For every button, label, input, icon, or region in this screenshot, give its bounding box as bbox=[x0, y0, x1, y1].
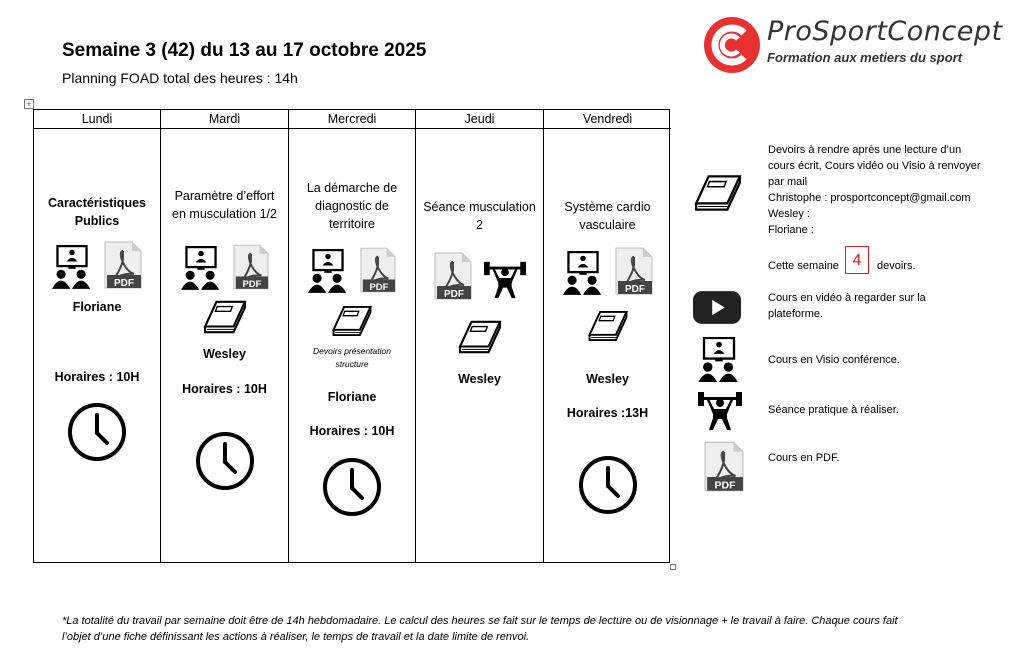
trainer-name: Wesley bbox=[458, 372, 501, 386]
day-header: Jeudi bbox=[416, 110, 543, 129]
hours-label: Horaires : 10H bbox=[309, 424, 395, 438]
course-title-line: Paramètre d’effort bbox=[174, 189, 275, 203]
course-title bbox=[416, 198, 543, 234]
youtube-icon bbox=[693, 291, 741, 324]
legend-homework-line: Christophe : prosportconcept@gmail.com bbox=[768, 192, 971, 204]
course-title-line: vasculaire bbox=[579, 218, 636, 232]
visio-icon bbox=[563, 251, 603, 295]
day-column-jeudi bbox=[416, 110, 544, 562]
table-resize-handle[interactable] bbox=[670, 564, 676, 570]
trainer-name: Wesley bbox=[586, 372, 629, 386]
day-column-vendredi bbox=[544, 110, 671, 562]
day-column-lundi bbox=[34, 110, 161, 562]
pdf-icon bbox=[104, 241, 142, 289]
icon-row bbox=[544, 247, 671, 295]
course-title bbox=[161, 187, 288, 223]
legend-pdf: Cours en PDF. bbox=[768, 452, 840, 464]
book-icon bbox=[692, 170, 744, 216]
pdf-icon bbox=[360, 247, 396, 293]
footnote-line: *La totalité du travail par semaine doit être de 14h hebdomadaire. Le calcul des heures se fait sur le temps de lecture ou de visionnage + le travail à faire. Chaque cours fait bbox=[62, 615, 898, 627]
pdf-icon bbox=[615, 247, 653, 295]
course-title-line: Caractéristiques bbox=[48, 196, 146, 210]
footnote bbox=[62, 613, 962, 645]
pdf-icon bbox=[434, 252, 472, 300]
logo-name: ProSportConcept bbox=[767, 16, 1003, 47]
homework-note-line: structure bbox=[335, 359, 369, 369]
legend-video-line: Cours en vidéo à regarder sur la bbox=[768, 292, 926, 304]
book-icon-wrap bbox=[161, 298, 288, 341]
course-title-line: diagnostic de bbox=[315, 199, 389, 213]
footnote-line: l’objet d’une fiche définissant les actions à réaliser, le temps de travail et la date limite de renvoi. bbox=[62, 631, 530, 643]
legend-homework-line: cours écrit, Cours vidéo ou Visio à renvoyer bbox=[768, 160, 981, 172]
course-title-line: 2 bbox=[476, 218, 483, 232]
homework-note bbox=[289, 345, 415, 371]
clock-icon bbox=[67, 402, 127, 462]
table-move-handle[interactable]: + bbox=[24, 99, 34, 109]
course-title-line: La démarche de bbox=[306, 181, 398, 195]
visio-icon bbox=[308, 249, 348, 293]
clock-icon-wrap bbox=[289, 457, 415, 522]
book-icon bbox=[456, 318, 504, 356]
course-title bbox=[289, 179, 415, 233]
weekly-schedule-table bbox=[33, 109, 670, 563]
week-homework-suffix: devoirs. bbox=[877, 260, 916, 272]
icon-row bbox=[34, 241, 160, 289]
pdf-icon bbox=[233, 244, 269, 290]
clock-icon-wrap bbox=[161, 431, 288, 496]
book-icon bbox=[330, 303, 374, 339]
icon-row bbox=[161, 244, 288, 290]
course-title-line: territoire bbox=[329, 217, 375, 231]
page-title: Semaine 3 (42) du 13 au 17 octobre 2025 bbox=[62, 40, 427, 61]
trainer-name: Wesley bbox=[203, 347, 246, 361]
legend-homework bbox=[768, 142, 981, 238]
course-title bbox=[34, 194, 160, 230]
course-title-line: Séance musculation bbox=[423, 200, 536, 214]
page-subtitle: Planning FOAD total des heures : 14h bbox=[62, 70, 298, 86]
homework-count-badge: 4 bbox=[845, 246, 869, 274]
legend-homework-line: Wesley : bbox=[768, 208, 810, 220]
legend-homework-line: Floriane : bbox=[768, 224, 814, 236]
pdf-icon bbox=[704, 441, 744, 492]
logo-tagline: Formation aux metiers du sport bbox=[767, 50, 963, 65]
day-header: Lundi bbox=[34, 110, 160, 129]
course-title-line: en musculation 1/2 bbox=[172, 207, 277, 221]
legend-homework-line: Devoirs à rendre après une lecture d’un bbox=[768, 144, 962, 156]
hours-label: Horaires : 10H bbox=[54, 370, 140, 384]
weightlifter-icon bbox=[698, 388, 742, 432]
logo-mark-icon bbox=[703, 16, 761, 74]
icon-row bbox=[289, 247, 415, 293]
clock-icon-wrap bbox=[34, 402, 160, 467]
book-icon-wrap bbox=[289, 303, 415, 344]
trainer-name: Floriane bbox=[72, 300, 122, 314]
visio-icon bbox=[698, 337, 740, 382]
day-header: Vendredi bbox=[544, 110, 671, 129]
course-title bbox=[544, 198, 671, 234]
legend-video-line: plateforme. bbox=[768, 308, 824, 320]
trainer-name: Floriane bbox=[327, 390, 377, 404]
legend-practice: Séance pratique à réaliser. bbox=[768, 404, 899, 416]
day-column-mardi bbox=[161, 110, 289, 562]
homework-note-line: Devoirs présentation bbox=[313, 346, 391, 356]
clock-icon bbox=[195, 431, 255, 491]
book-icon-wrap bbox=[416, 318, 543, 361]
icon-row bbox=[416, 252, 543, 300]
weightlifter-icon bbox=[484, 258, 526, 300]
hours-label: Horaires : 10H bbox=[182, 382, 267, 396]
book-icon-wrap bbox=[544, 308, 671, 349]
clock-icon-wrap bbox=[544, 455, 671, 520]
legend-homework-line: par mail bbox=[768, 176, 808, 188]
day-column-mercredi bbox=[289, 110, 416, 562]
book-icon bbox=[586, 308, 630, 344]
day-header: Mardi bbox=[161, 110, 288, 129]
legend-video bbox=[768, 290, 926, 322]
course-title-line: Publics bbox=[74, 214, 120, 228]
week-homework-prefix: Cette semaine bbox=[768, 260, 839, 272]
visio-icon bbox=[52, 245, 92, 289]
course-title-line: Système cardio bbox=[564, 200, 651, 214]
book-icon bbox=[201, 298, 249, 336]
prosportconcept-logo bbox=[703, 16, 1013, 74]
clock-icon bbox=[578, 455, 638, 515]
day-header: Mercredi bbox=[289, 110, 415, 129]
legend-visio: Cours en Visio conférence. bbox=[768, 354, 900, 366]
hours-label: Horaires :13H bbox=[566, 406, 649, 420]
clock-icon bbox=[322, 457, 382, 517]
visio-icon bbox=[181, 246, 221, 290]
